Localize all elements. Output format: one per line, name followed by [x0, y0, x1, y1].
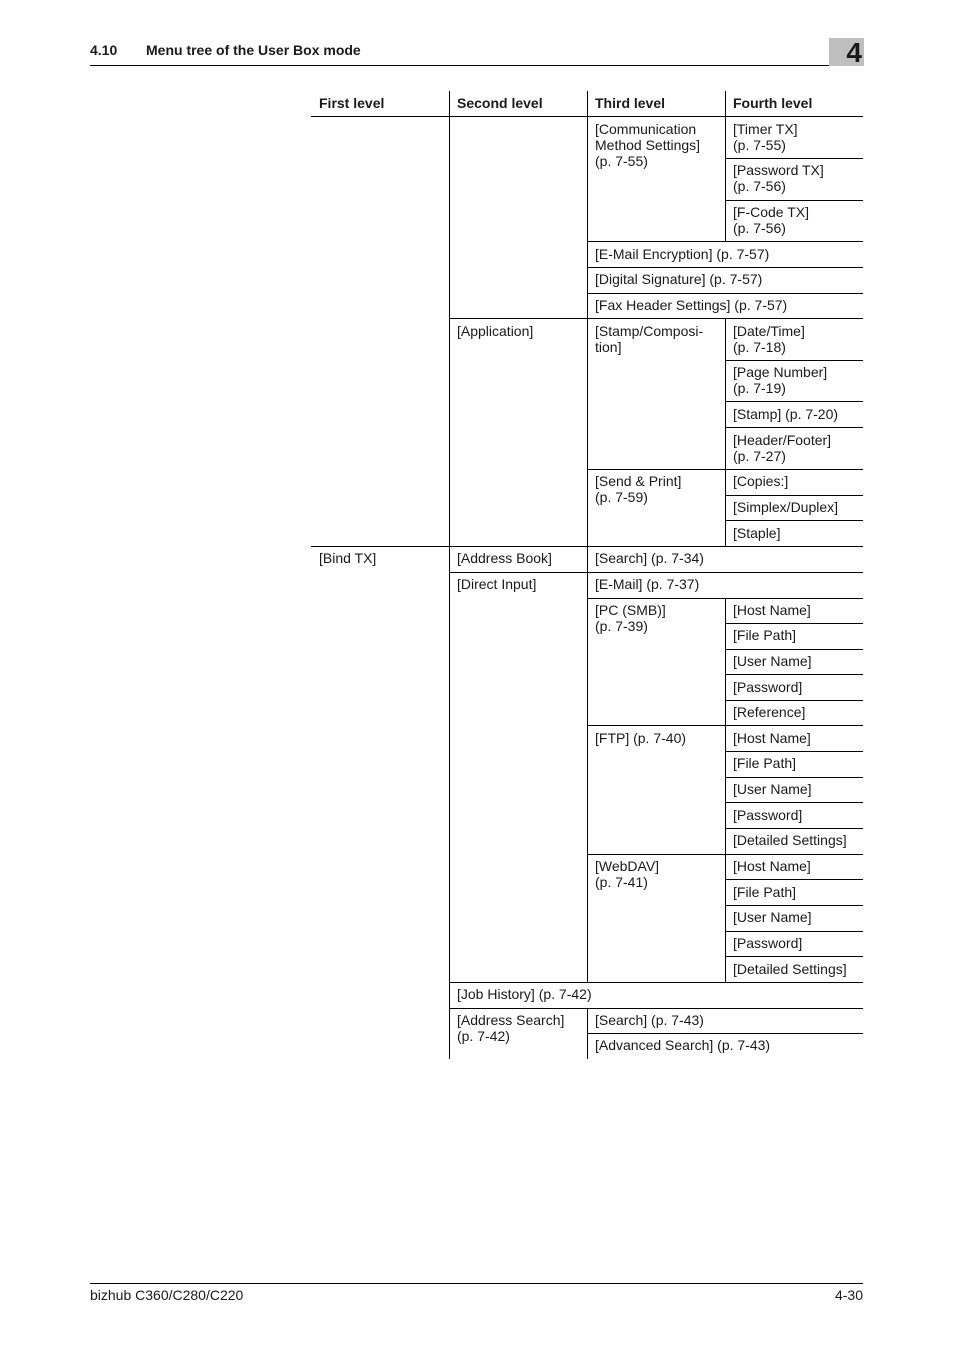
cell-fax-header-settings: [Fax Header Settings] (p. 7-57)	[595, 297, 788, 313]
cell-address-book: [Address Book]	[457, 550, 552, 566]
cell-search-7-34: [Search] (p. 7-34)	[595, 550, 704, 566]
row-divider	[725, 751, 863, 752]
col-header-second-level: Second level	[457, 95, 543, 111]
cell-user-name: [User Name]	[733, 653, 812, 669]
row-divider	[725, 931, 863, 932]
cell-host-name: [Host Name]	[733, 858, 811, 874]
cell-user-name: [User Name]	[733, 909, 812, 925]
footer-page-number: 4-30	[834, 1287, 863, 1303]
cell-detailed-settings: [Detailed Settings]	[733, 832, 847, 848]
row-divider	[587, 1033, 863, 1034]
row-divider	[725, 700, 863, 701]
row-divider	[725, 879, 863, 880]
row-divider	[587, 293, 863, 294]
row-divider	[725, 905, 863, 906]
footer-rule	[90, 1283, 863, 1284]
row-divider	[449, 318, 863, 319]
row-divider	[725, 158, 863, 159]
col-header-third-level: Third level	[595, 95, 666, 111]
cell-digital-signature: [Digital Signature] (p. 7-57)	[595, 271, 763, 287]
row-divider	[725, 427, 863, 428]
cell-file-path: [File Path]	[733, 627, 797, 643]
cell-pc-smb: [PC (SMB)] (p. 7-39)	[595, 602, 666, 634]
row-divider	[449, 572, 863, 573]
row-divider	[449, 1008, 863, 1009]
cell-ftp: [FTP] (p. 7-40)	[595, 730, 687, 746]
cell-job-history: [Job History] (p. 7-42)	[457, 986, 592, 1002]
col-divider	[449, 91, 450, 1059]
row-divider	[725, 649, 863, 650]
cell-reference: [Reference]	[733, 704, 806, 720]
row-divider	[725, 495, 863, 496]
cell-user-name: [User Name]	[733, 781, 812, 797]
cell-search-7-43: [Search] (p. 7-43)	[595, 1012, 704, 1028]
cell-bind-tx: [Bind TX]	[319, 550, 377, 566]
cell-email-encryption: [E-Mail Encryption] (p. 7-57)	[595, 246, 770, 262]
row-divider	[725, 674, 863, 675]
cell-direct-input: [Direct Input]	[457, 576, 537, 592]
row-divider	[587, 267, 863, 268]
col-header-fourth-level: Fourth level	[733, 95, 813, 111]
row-divider	[725, 956, 863, 957]
cell-detailed-settings: [Detailed Settings]	[733, 961, 847, 977]
chapter-tab: 4	[829, 38, 864, 66]
cell-timer-tx: [Timer TX] (p. 7-55)	[733, 121, 798, 153]
row-divider	[587, 241, 863, 242]
row-divider	[725, 777, 863, 778]
cell-send-print: [Send & Print] (p. 7-59)	[595, 473, 682, 505]
cell-password: [Password]	[733, 679, 803, 695]
row-divider	[725, 200, 863, 201]
cell-header-footer: [Header/Footer] (p. 7-27)	[733, 432, 832, 464]
cell-webdav: [WebDAV] (p. 7-41)	[595, 858, 660, 890]
cell-password-tx: [Password TX] (p. 7-56)	[733, 162, 824, 194]
cell-stamp-composition: [Stamp/Composi- tion]	[595, 323, 704, 355]
row-divider	[725, 802, 863, 803]
cell-address-search: [Address Search] (p. 7-42)	[457, 1012, 565, 1044]
cell-file-path: [File Path]	[733, 884, 797, 900]
section-title: Menu tree of the User Box mode	[146, 42, 361, 58]
row-divider	[725, 520, 863, 521]
footer-product: bizhub C360/C280/C220	[90, 1287, 244, 1303]
row-divider	[725, 401, 863, 402]
cell-fcode-tx: [F-Code TX] (p. 7-56)	[733, 204, 809, 236]
cell-page-number: [Page Number] (p. 7-19)	[733, 364, 828, 396]
col-divider	[587, 91, 588, 982]
header-rule	[90, 65, 863, 66]
cell-stamp: [Stamp] (p. 7-20)	[733, 406, 839, 422]
cell-copies: [Copies:]	[733, 473, 789, 489]
cell-password: [Password]	[733, 807, 803, 823]
row-divider	[725, 623, 863, 624]
cell-comm-method-settings: [Communication Method Settings] (p. 7-55)	[595, 121, 701, 169]
cell-application: [Application]	[457, 323, 534, 339]
cell-advanced-search: [Advanced Search] (p. 7-43)	[595, 1037, 771, 1053]
cell-host-name: [Host Name]	[733, 602, 811, 618]
row-divider	[725, 360, 863, 361]
cell-date-time: [Date/Time] (p. 7-18)	[733, 323, 805, 355]
cell-email-7-37: [E-Mail] (p. 7-37)	[595, 576, 700, 592]
row-divider	[449, 982, 863, 983]
cell-staple: [Staple]	[733, 525, 781, 541]
cell-file-path: [File Path]	[733, 755, 797, 771]
cell-host-name: [Host Name]	[733, 730, 811, 746]
section-number: 4.10	[90, 42, 118, 58]
cell-simplex-duplex: [Simplex/Duplex]	[733, 499, 839, 515]
cell-password: [Password]	[733, 935, 803, 951]
row-divider	[725, 828, 863, 829]
col-header-first-level: First level	[319, 95, 385, 111]
